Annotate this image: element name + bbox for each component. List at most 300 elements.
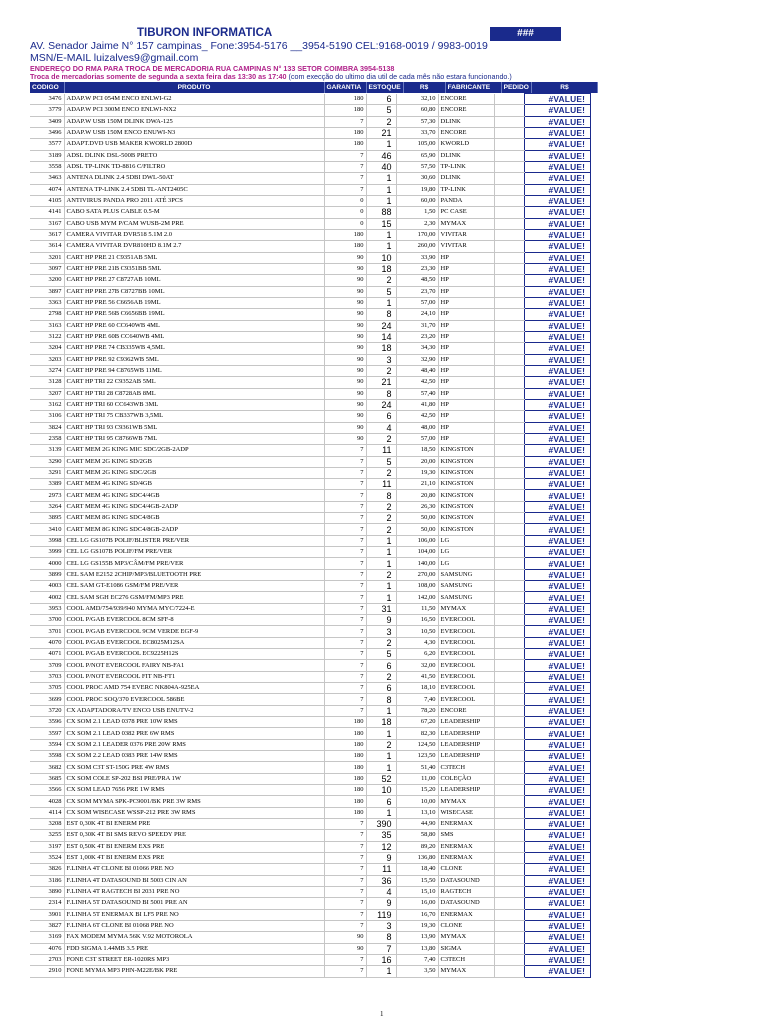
cell-garantia: 7 xyxy=(324,875,366,886)
cell-garantia: 90 xyxy=(324,365,366,376)
cell-pedido[interactable] xyxy=(494,841,524,852)
cell-codigo: 3163 xyxy=(30,320,64,331)
cell-pedido[interactable] xyxy=(494,864,524,875)
cell-fabricante: KINGSTON xyxy=(438,467,494,478)
table-row xyxy=(30,660,590,671)
cell-produto: CART MEM 8G KING SDC4/8GB xyxy=(64,513,324,524)
table-row xyxy=(30,263,590,274)
cell-preco: 104,00 xyxy=(396,547,438,558)
cell-pedido[interactable] xyxy=(494,920,524,931)
cell-fabricante: HP xyxy=(438,263,494,274)
cell-estoque: 1 xyxy=(366,241,396,252)
cell-produto: CART MEM 4G KING SDC4/4GB-2ADP xyxy=(64,501,324,512)
cell-codigo: 4002 xyxy=(30,592,64,603)
exchange-hours-line xyxy=(30,72,512,81)
cell-fabricante: EVERCOOL xyxy=(438,626,494,637)
cell-produto: F.LINHA 4T DATASOUND BI 5003 CIN AN xyxy=(64,875,324,886)
cell-total: #VALUE! xyxy=(524,422,590,433)
cell-estoque: 35 xyxy=(366,830,396,841)
cell-produto: F.LINHA 5T ENERMAX BI LF5 PRE NO xyxy=(64,909,324,920)
table-row xyxy=(30,422,590,433)
cell-pedido[interactable] xyxy=(494,785,524,796)
cell-pedido[interactable] xyxy=(494,467,524,478)
table-row xyxy=(30,218,590,229)
cell-pedido[interactable] xyxy=(494,411,524,422)
table-row xyxy=(30,320,590,331)
cell-estoque: 8 xyxy=(366,490,396,501)
cell-estoque: 9 xyxy=(366,852,396,863)
cell-total: #VALUE! xyxy=(524,705,590,716)
cell-pedido[interactable] xyxy=(494,637,524,648)
cell-garantia: 7 xyxy=(324,501,366,512)
cell-estoque: 52 xyxy=(366,773,396,784)
cell-pedido[interactable] xyxy=(494,705,524,716)
cell-total: #VALUE! xyxy=(524,94,590,105)
cell-preco: 30,60 xyxy=(396,173,438,184)
cell-codigo: 3204 xyxy=(30,343,64,354)
cell-total: #VALUE! xyxy=(524,898,590,909)
cell-codigo: 3703 xyxy=(30,671,64,682)
table-row xyxy=(30,558,590,569)
cell-total: #VALUE! xyxy=(524,513,590,524)
cell-pedido[interactable] xyxy=(494,694,524,705)
cell-garantia: 180 xyxy=(324,785,366,796)
cell-fabricante: HP xyxy=(438,275,494,286)
cell-fabricante: PC CASE xyxy=(438,207,494,218)
table-row xyxy=(30,399,590,410)
cell-pedido[interactable] xyxy=(494,581,524,592)
cell-fabricante: HP xyxy=(438,388,494,399)
cell-pedido[interactable] xyxy=(494,275,524,286)
cell-pedido[interactable] xyxy=(494,184,524,195)
cell-pedido[interactable] xyxy=(494,535,524,546)
table-row xyxy=(30,297,590,308)
cell-pedido[interactable] xyxy=(494,218,524,229)
table-row xyxy=(30,127,590,138)
table-header xyxy=(30,82,598,93)
cell-pedido[interactable] xyxy=(494,195,524,206)
cell-pedido[interactable] xyxy=(494,297,524,308)
cell-pedido[interactable] xyxy=(494,807,524,818)
cell-garantia: 7 xyxy=(324,671,366,682)
cell-codigo: 4074 xyxy=(30,184,64,195)
cell-produto: CART HP PRE 92 C9362WB 5ML xyxy=(64,354,324,365)
cell-fabricante: HP xyxy=(438,433,494,444)
cell-fabricante: HP xyxy=(438,286,494,297)
cell-pedido[interactable] xyxy=(494,433,524,444)
cell-garantia: 90 xyxy=(324,411,366,422)
table-row xyxy=(30,581,590,592)
cell-pedido[interactable] xyxy=(494,966,524,977)
cell-garantia: 0 xyxy=(324,195,366,206)
cell-codigo: 3463 xyxy=(30,173,64,184)
cell-produto: F.LINHA 6T CLONE BI 01068 PRE NO xyxy=(64,920,324,931)
cell-pedido[interactable] xyxy=(494,603,524,614)
cell-estoque: 4 xyxy=(366,886,396,897)
cell-fabricante: TP-LINK xyxy=(438,161,494,172)
cell-produto: COOL P/GAB EVERCOOL EC9225H12S xyxy=(64,649,324,660)
cell-pedido[interactable] xyxy=(494,886,524,897)
cell-pedido[interactable] xyxy=(494,377,524,388)
cell-produto: CART HP TRI 60 CC643WB 3ML xyxy=(64,399,324,410)
cell-produto: CX SOM LEAD 7656 PRE 1W RMS xyxy=(64,785,324,796)
cell-estoque: 1 xyxy=(366,558,396,569)
cell-total: #VALUE! xyxy=(524,864,590,875)
cell-estoque: 2 xyxy=(366,671,396,682)
cell-preco: 108,00 xyxy=(396,581,438,592)
cell-pedido[interactable] xyxy=(494,728,524,739)
cell-preco: 20,00 xyxy=(396,456,438,467)
cell-garantia: 7 xyxy=(324,683,366,694)
cell-pedido[interactable] xyxy=(494,615,524,626)
cell-total: #VALUE! xyxy=(524,535,590,546)
cell-total: #VALUE! xyxy=(524,479,590,490)
cell-garantia: 0 xyxy=(324,218,366,229)
table-row xyxy=(30,116,590,127)
cell-pedido[interactable] xyxy=(494,399,524,410)
cell-pedido[interactable] xyxy=(494,116,524,127)
cell-garantia: 7 xyxy=(324,456,366,467)
cell-preco: 67,20 xyxy=(396,717,438,728)
cell-codigo: 3998 xyxy=(30,535,64,546)
cell-fabricante: EVERCOOL xyxy=(438,660,494,671)
cell-preco: 7,40 xyxy=(396,694,438,705)
cell-produto: CART HP PRE 60B CC640WB 4ML xyxy=(64,331,324,342)
table-row xyxy=(30,954,590,965)
cell-garantia: 7 xyxy=(324,547,366,558)
table-row xyxy=(30,309,590,320)
col-header-fabricante: FABRICANTE xyxy=(445,82,501,93)
cell-pedido[interactable] xyxy=(494,909,524,920)
cell-preco: 50,00 xyxy=(396,524,438,535)
cell-codigo: 4076 xyxy=(30,943,64,954)
cell-preco: 260,00 xyxy=(396,241,438,252)
cell-estoque: 390 xyxy=(366,819,396,830)
cell-produto: CART HP TRI 93 C9361WB 5ML xyxy=(64,422,324,433)
cell-preco: 15,10 xyxy=(396,886,438,897)
cell-garantia: 90 xyxy=(324,263,366,274)
company-name: TIBURON INFORMATICA xyxy=(137,27,273,39)
cell-pedido[interactable] xyxy=(494,513,524,524)
cell-total: #VALUE! xyxy=(524,660,590,671)
cell-pedido[interactable] xyxy=(494,501,524,512)
cell-pedido[interactable] xyxy=(494,898,524,909)
cell-garantia: 90 xyxy=(324,377,366,388)
cell-fabricante: LEADERSHIP xyxy=(438,785,494,796)
cell-produto: CART MEM 4G KING SD/4GB xyxy=(64,479,324,490)
cell-produto: ADAP.W PCI 054M ENCO ENLWI-G2 xyxy=(64,94,324,105)
cell-fabricante: KINGSTON xyxy=(438,445,494,456)
cell-fabricante: PANDA xyxy=(438,195,494,206)
cell-pedido[interactable] xyxy=(494,954,524,965)
cell-pedido[interactable] xyxy=(494,773,524,784)
cell-total: #VALUE! xyxy=(524,275,590,286)
cell-total: #VALUE! xyxy=(524,796,590,807)
cell-garantia: 180 xyxy=(324,796,366,807)
cell-pedido[interactable] xyxy=(494,139,524,150)
table-row xyxy=(30,195,590,206)
cell-pedido[interactable] xyxy=(494,830,524,841)
cell-total: #VALUE! xyxy=(524,456,590,467)
cell-preco: 57,00 xyxy=(396,297,438,308)
cell-codigo: 3598 xyxy=(30,751,64,762)
cell-produto: COOL PROC SOQ/370 EVERCOOL 586BE xyxy=(64,694,324,705)
cell-estoque: 1 xyxy=(366,195,396,206)
cell-codigo: 3197 xyxy=(30,841,64,852)
cell-codigo: 3901 xyxy=(30,909,64,920)
cell-estoque: 1 xyxy=(366,535,396,546)
cell-codigo: 3162 xyxy=(30,399,64,410)
table-row xyxy=(30,728,590,739)
cell-pedido[interactable] xyxy=(494,660,524,671)
cell-produto: FONE MYMA MP3 PHN-M22E/BK PRE xyxy=(64,966,324,977)
cell-codigo: 3255 xyxy=(30,830,64,841)
cell-fabricante: HP xyxy=(438,399,494,410)
cell-pedido[interactable] xyxy=(494,751,524,762)
cell-preco: 6,20 xyxy=(396,649,438,660)
cell-pedido[interactable] xyxy=(494,943,524,954)
cell-pedido[interactable] xyxy=(494,875,524,886)
cell-fabricante: EVERCOOL xyxy=(438,637,494,648)
table-row xyxy=(30,796,590,807)
cell-estoque: 6 xyxy=(366,94,396,105)
cell-total: #VALUE! xyxy=(524,320,590,331)
table-row xyxy=(30,252,590,263)
cell-total: #VALUE! xyxy=(524,195,590,206)
cell-pedido[interactable] xyxy=(494,343,524,354)
cell-garantia: 7 xyxy=(324,626,366,637)
cell-pedido[interactable] xyxy=(494,229,524,240)
table-row xyxy=(30,241,590,252)
cell-garantia: 7 xyxy=(324,467,366,478)
cell-pedido[interactable] xyxy=(494,796,524,807)
cell-produto: CEL LG GS107B POLIF/FM PRE/VER xyxy=(64,547,324,558)
cell-total: #VALUE! xyxy=(524,207,590,218)
cell-codigo: 4070 xyxy=(30,637,64,648)
cell-estoque: 2 xyxy=(366,275,396,286)
cell-produto: COOL P/GAB EVERCOOL 8CM SFF-8 xyxy=(64,615,324,626)
cell-total: #VALUE! xyxy=(524,569,590,580)
table-row xyxy=(30,592,590,603)
cell-garantia: 7 xyxy=(324,445,366,456)
cell-estoque: 5 xyxy=(366,105,396,116)
cell-pedido[interactable] xyxy=(494,558,524,569)
cell-pedido[interactable] xyxy=(494,263,524,274)
cell-pedido[interactable] xyxy=(494,354,524,365)
cell-garantia: 7 xyxy=(324,535,366,546)
cell-fabricante: HP xyxy=(438,422,494,433)
cell-pedido[interactable] xyxy=(494,547,524,558)
cell-total: #VALUE! xyxy=(524,411,590,422)
cell-pedido[interactable] xyxy=(494,932,524,943)
cell-estoque: 88 xyxy=(366,207,396,218)
cell-pedido[interactable] xyxy=(494,388,524,399)
cell-estoque: 2 xyxy=(366,501,396,512)
cell-garantia: 7 xyxy=(324,173,366,184)
cell-fabricante: DLINK xyxy=(438,173,494,184)
cell-total: #VALUE! xyxy=(524,286,590,297)
cell-fabricante: CLONE xyxy=(438,864,494,875)
table-row xyxy=(30,490,590,501)
cell-pedido[interactable] xyxy=(494,207,524,218)
cell-pedido[interactable] xyxy=(494,490,524,501)
cell-pedido[interactable] xyxy=(494,286,524,297)
cell-fabricante: LG xyxy=(438,547,494,558)
cell-garantia: 7 xyxy=(324,490,366,501)
cell-pedido[interactable] xyxy=(494,626,524,637)
cell-codigo: 3106 xyxy=(30,411,64,422)
cell-estoque: 6 xyxy=(366,411,396,422)
cell-codigo: 3200 xyxy=(30,275,64,286)
cell-pedido[interactable] xyxy=(494,127,524,138)
header-hash-cell: ### xyxy=(490,27,561,41)
cell-preco: 15,20 xyxy=(396,785,438,796)
cell-pedido[interactable] xyxy=(494,252,524,263)
table-row xyxy=(30,229,590,240)
cell-fabricante: TP-LINK xyxy=(438,184,494,195)
cell-preco: 16,00 xyxy=(396,898,438,909)
cell-preco: 10,50 xyxy=(396,626,438,637)
cell-codigo: 3709 xyxy=(30,660,64,671)
cell-pedido[interactable] xyxy=(494,524,524,535)
cell-preco: 26,30 xyxy=(396,501,438,512)
cell-fabricante: KINGSTON xyxy=(438,490,494,501)
product-table xyxy=(30,93,591,978)
cell-total: #VALUE! xyxy=(524,252,590,263)
table-row xyxy=(30,819,590,830)
cell-codigo: 3596 xyxy=(30,717,64,728)
cell-pedido[interactable] xyxy=(494,592,524,603)
cell-total: #VALUE! xyxy=(524,343,590,354)
cell-fabricante: LG xyxy=(438,558,494,569)
cell-total: #VALUE! xyxy=(524,354,590,365)
table-row xyxy=(30,830,590,841)
page-number: 1 xyxy=(380,1010,384,1018)
cell-pedido[interactable] xyxy=(494,105,524,116)
cell-estoque: 9 xyxy=(366,898,396,909)
cell-preco: 10,00 xyxy=(396,796,438,807)
cell-total: #VALUE! xyxy=(524,615,590,626)
cell-garantia: 90 xyxy=(324,309,366,320)
cell-produto: CX ADAPTADORA/TV ENCO USB ENUTV-2 xyxy=(64,705,324,716)
cell-fabricante: HP xyxy=(438,320,494,331)
cell-total: #VALUE! xyxy=(524,785,590,796)
cell-estoque: 1 xyxy=(366,184,396,195)
cell-estoque: 1 xyxy=(366,229,396,240)
cell-preco: 16,50 xyxy=(396,615,438,626)
cell-pedido[interactable] xyxy=(494,320,524,331)
cell-preco: 1,50 xyxy=(396,207,438,218)
cell-produto: CART HP TRI 75 CB337WB 3,5ML xyxy=(64,411,324,422)
cell-produto: CART HP TRI 95 C8766WB 7ML xyxy=(64,433,324,444)
table-row xyxy=(30,286,590,297)
cell-pedido[interactable] xyxy=(494,649,524,660)
cell-garantia: 90 xyxy=(324,331,366,342)
cell-preco: 51,40 xyxy=(396,762,438,773)
cell-produto: CART HP PRE 56 C6656AB 19ML xyxy=(64,297,324,308)
cell-codigo: 2910 xyxy=(30,966,64,977)
cell-total: #VALUE! xyxy=(524,309,590,320)
cell-pedido[interactable] xyxy=(494,365,524,376)
cell-pedido[interactable] xyxy=(494,422,524,433)
cell-pedido[interactable] xyxy=(494,762,524,773)
cell-pedido[interactable] xyxy=(494,456,524,467)
cell-garantia: 180 xyxy=(324,728,366,739)
cell-garantia: 180 xyxy=(324,139,366,150)
cell-pedido[interactable] xyxy=(494,717,524,728)
cell-pedido[interactable] xyxy=(494,161,524,172)
cell-garantia: 90 xyxy=(324,343,366,354)
cell-pedido[interactable] xyxy=(494,479,524,490)
cell-preco: 142,00 xyxy=(396,592,438,603)
cell-pedido[interactable] xyxy=(494,569,524,580)
cell-pedido[interactable] xyxy=(494,309,524,320)
cell-fabricante: SMS xyxy=(438,830,494,841)
cell-garantia: 90 xyxy=(324,388,366,399)
cell-pedido[interactable] xyxy=(494,739,524,750)
cell-estoque: 36 xyxy=(366,875,396,886)
cell-preco: 11,50 xyxy=(396,603,438,614)
cell-estoque: 40 xyxy=(366,161,396,172)
cell-total: #VALUE! xyxy=(524,161,590,172)
cell-fabricante: HP xyxy=(438,354,494,365)
cell-produto: CABO USB MYM P/CAM WUSB-2M PRE xyxy=(64,218,324,229)
cell-fabricante: KINGSTON xyxy=(438,479,494,490)
cell-pedido[interactable] xyxy=(494,241,524,252)
cell-total: #VALUE! xyxy=(524,728,590,739)
cell-pedido[interactable] xyxy=(494,671,524,682)
cell-fabricante: VIVITAR xyxy=(438,241,494,252)
table-row xyxy=(30,479,590,490)
cell-produto: EST 0,30K 4T BI ENERM PRE xyxy=(64,819,324,830)
cell-produto: EST 0,30K 4T BI SMS REVO SPEEDY PRE xyxy=(64,830,324,841)
cell-pedido[interactable] xyxy=(494,852,524,863)
cell-preco: 124,50 xyxy=(396,739,438,750)
cell-preco: 82,30 xyxy=(396,728,438,739)
table-row xyxy=(30,513,590,524)
cell-pedido[interactable] xyxy=(494,150,524,161)
cell-garantia: 7 xyxy=(324,581,366,592)
cell-pedido[interactable] xyxy=(494,94,524,105)
cell-fabricante: DATASOUND xyxy=(438,898,494,909)
cell-preco: 18,10 xyxy=(396,683,438,694)
cell-codigo: 4141 xyxy=(30,207,64,218)
cell-fabricante: ENERMAX xyxy=(438,852,494,863)
cell-produto: CART MEM 2G KING SD/2GB xyxy=(64,456,324,467)
cell-preco: 13,10 xyxy=(396,807,438,818)
cell-fabricante: HP xyxy=(438,309,494,320)
cell-preco: 270,00 xyxy=(396,569,438,580)
cell-estoque: 2 xyxy=(366,116,396,127)
cell-garantia: 180 xyxy=(324,773,366,784)
cell-garantia: 7 xyxy=(324,705,366,716)
cell-pedido[interactable] xyxy=(494,173,524,184)
cell-garantia: 90 xyxy=(324,252,366,263)
table-row xyxy=(30,184,590,195)
cell-preco: 23,20 xyxy=(396,331,438,342)
cell-estoque: 8 xyxy=(366,694,396,705)
cell-produto: ANTENA TP-LINK 2.4 5DBI TL-ANT2405C xyxy=(64,184,324,195)
table-row xyxy=(30,932,590,943)
table-row xyxy=(30,411,590,422)
cell-pedido[interactable] xyxy=(494,819,524,830)
cell-preco: 34,30 xyxy=(396,343,438,354)
cell-preco: 140,00 xyxy=(396,558,438,569)
cell-pedido[interactable] xyxy=(494,445,524,456)
cell-total: #VALUE! xyxy=(524,852,590,863)
cell-pedido[interactable] xyxy=(494,331,524,342)
cell-pedido[interactable] xyxy=(494,683,524,694)
